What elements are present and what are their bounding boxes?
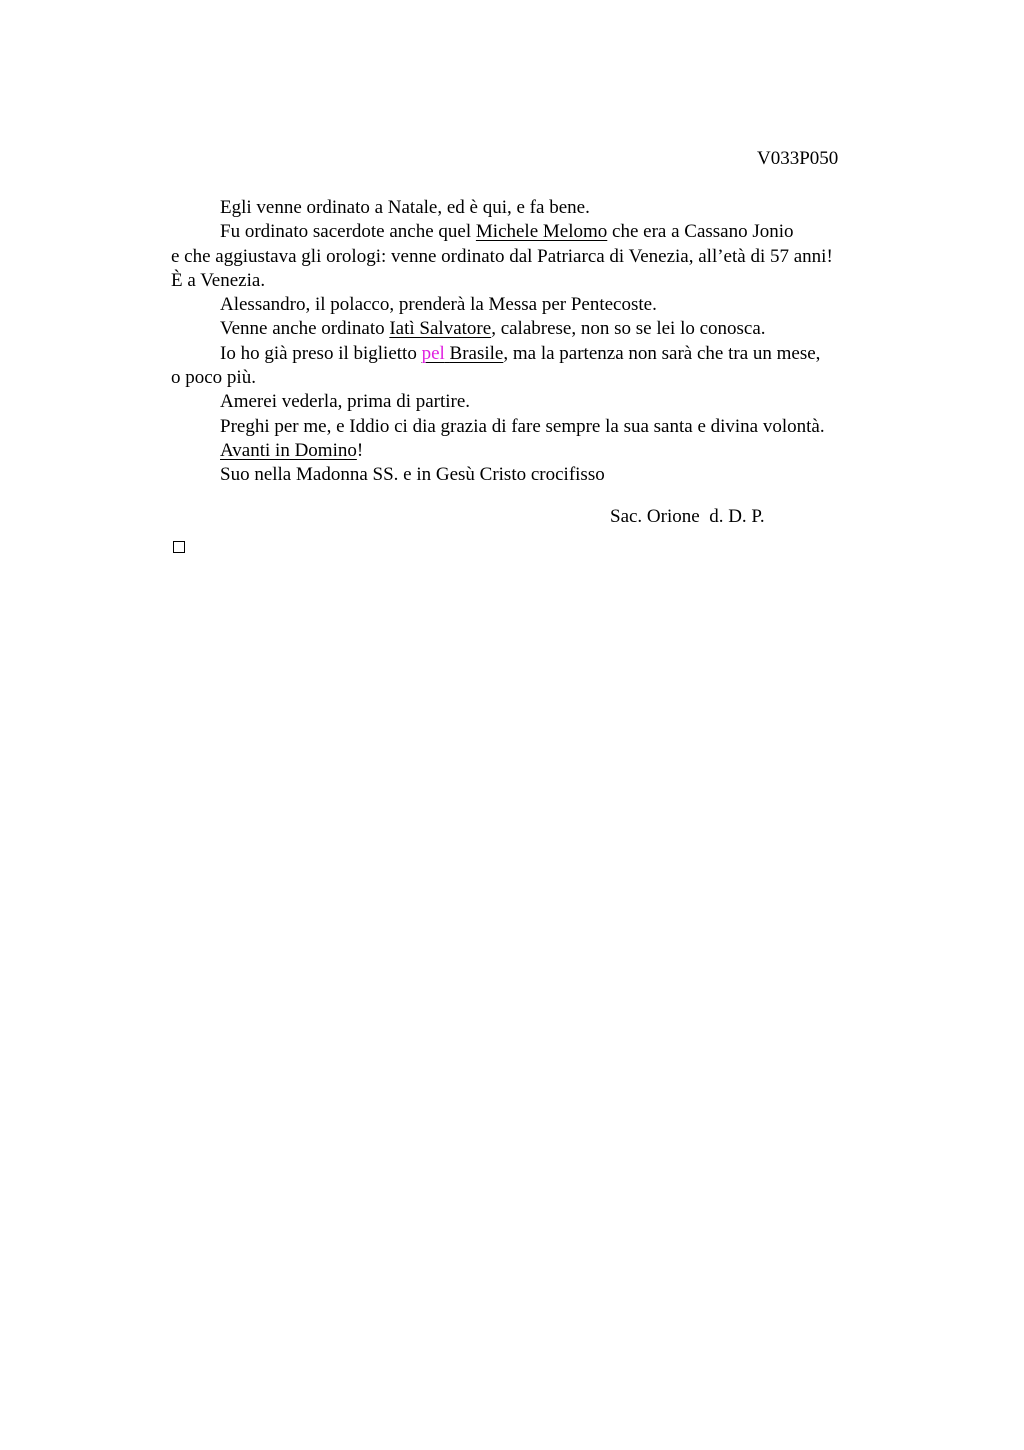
exclamation: ! [356, 439, 364, 461]
underlined-name-michele-melomo: Michele Melomo [475, 221, 608, 243]
place-brasile: Brasile [449, 342, 504, 364]
paragraph-7: Preghi per me, e Iddio ci dia grazia di fare sempre la sua santa e divina volontà. [220, 415, 825, 437]
paragraph-4-text-a: Venne anche ordinato [220, 318, 390, 340]
paragraph-2-line-1 [171, 220, 911, 244]
paragraph-4-text-b: , calabrese, non so se lei lo conosca. [491, 318, 766, 340]
underlined-name-iati-salvatore: Iatì Salvatore [389, 318, 492, 340]
paragraph-4 [171, 317, 911, 341]
signature: Sac. Orione d. D. P. [610, 505, 765, 527]
end-marker-box-icon [173, 541, 185, 553]
paragraph-1: Egli venne ordinato a Natale, ed è qui, e fa bene. [220, 197, 590, 218]
paragraph-5-line-2: o poco più. [171, 367, 256, 389]
underlined-place-brasile [422, 343, 504, 364]
letter-body [171, 196, 911, 529]
paragraph-2-text-b: che era a Cassano Jonio [607, 221, 794, 243]
paragraph-3: Alessandro, il polacco, prenderà la Messa per Pentecoste. [220, 294, 657, 316]
signature-spacer [171, 488, 911, 505]
paragraph-5-text-a: Io ho già preso il biglietto [220, 342, 422, 364]
paragraph-2-line-3: È a Venezia. [171, 269, 266, 291]
underlined-phrase-avanti-in-domino: Avanti in Domino [220, 439, 357, 461]
page-code: V033P050 [757, 148, 839, 169]
paragraph-5-line-1 [171, 342, 911, 366]
paragraph-8 [171, 439, 911, 463]
edit-mark-pel: pel [421, 342, 445, 364]
paragraph-5-text-b: , ma la partenza non sarà che tra un mese, [503, 342, 821, 364]
closing-line: Suo nella Madonna SS. e in Gesù Cristo crocifisso [220, 464, 605, 486]
paragraph-2-line-2: e che aggiustava gli orologi: venne ordinato dal Patriarca di Venezia, all’età di 57 anni! [171, 245, 833, 267]
paragraph-6: Amerei vederla, prima di partire. [220, 391, 471, 413]
paragraph-2-text-a: Fu ordinato sacerdote anche quel [220, 221, 476, 243]
